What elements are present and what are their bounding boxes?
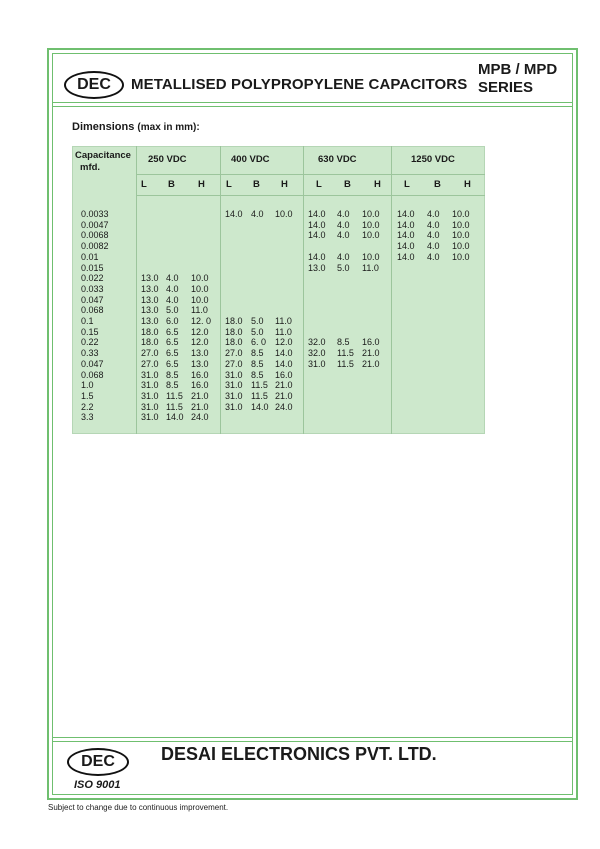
v1250-cell: 10.0 (452, 251, 470, 262)
v1250-cell: 14.0 (397, 230, 415, 241)
v630-cell: 4.0 (337, 230, 350, 241)
group-header-250: 250 VDC (148, 154, 187, 165)
capacitance-value: 0.068 (81, 369, 104, 380)
v630-cell: 11.5 (337, 348, 354, 359)
v400-cell: 5.0 (251, 316, 264, 326)
v400-cell: 14.0 (225, 209, 243, 219)
v400-cell: 12.0 (275, 337, 293, 348)
v400-cell: 31.0 (225, 401, 243, 412)
v250-cell: 6.5 (166, 337, 179, 348)
v400-cell: 14.0 (275, 348, 293, 359)
v400-cell: 11.5 (251, 380, 268, 391)
v630-cell: 32.0 (308, 348, 326, 359)
v1250-cell: 4.0 (427, 230, 440, 241)
v630-cell: 21.0 (362, 348, 380, 359)
v400-cell: 5.0 (251, 326, 264, 337)
v250-cell: 24.0 (191, 412, 209, 423)
v400-cell: 27.0 (225, 358, 243, 369)
company-name: DESAI ELECTRONICS PVT. LTD. (161, 744, 437, 764)
v400-cell: 18.0 (225, 316, 243, 326)
v250-cell: 6.5 (166, 358, 179, 369)
iso-label: ISO 9001 (74, 779, 121, 791)
dec-logo: DEC (64, 71, 124, 99)
v250-cell: 11.5 (166, 401, 183, 412)
v400-cell: 4.0 (251, 209, 264, 219)
row-divider (136, 174, 485, 175)
capacitance-value: 0.0082 (81, 241, 109, 252)
sub-header-h: H (374, 179, 381, 190)
sub-header-h: H (464, 179, 471, 190)
v400-cell: 27.0 (225, 348, 243, 359)
sub-header-b: B (344, 179, 351, 190)
v630-cell: 14.0 (308, 219, 326, 230)
v1250-cell: 4.0 (427, 209, 440, 219)
v1250-cell: 10.0 (452, 219, 470, 230)
v250-cell: 31.0 (141, 380, 159, 391)
v250-cell: 10.0 (191, 294, 209, 305)
v400-cell: 8.5 (251, 369, 264, 380)
v250-cell: 12.0 (191, 337, 209, 348)
v1250-cell: 14.0 (397, 209, 415, 219)
v250-cell: 13.0 (191, 358, 209, 369)
v400-cell: 21.0 (275, 380, 293, 391)
v250-cell: 13.0 (141, 283, 159, 294)
v250-cell: 13.0 (141, 294, 159, 305)
capacitance-value: 0.015 (81, 262, 104, 273)
v250-cell: 18.0 (141, 337, 159, 348)
v250-cell: 4.0 (166, 294, 179, 305)
v250-cell: 6.0 (166, 316, 179, 326)
v630-cell: 10.0 (362, 209, 380, 219)
v630-cell: 8.5 (337, 337, 350, 348)
v400-cell: 10.0 (275, 209, 293, 219)
v630-cell: 10.0 (362, 219, 380, 230)
sub-header-l: L (141, 179, 147, 190)
v250-cell: 12. 0 (191, 316, 212, 326)
v630-cell: 10.0 (362, 251, 380, 262)
v250-cell: 8.5 (166, 369, 179, 380)
v250-cell: 27.0 (141, 358, 159, 369)
col-divider (136, 146, 137, 434)
row-divider (136, 195, 485, 196)
series-line-1: MPB / MPD (478, 61, 558, 78)
v250-cell: 21.0 (191, 390, 209, 401)
mfd-header: mfd. (80, 162, 101, 173)
v630-cell: 32.0 (308, 337, 326, 348)
v250-cell: 21.0 (191, 401, 209, 412)
capacitance-value: 0.0068 (81, 230, 109, 241)
v1250-cell: 10.0 (452, 230, 470, 241)
v400-cell: 14.0 (275, 358, 293, 369)
capacitance-value: 1.0 (81, 380, 94, 391)
v250-cell: 5.0 (166, 305, 179, 316)
v630-cell: 14.0 (308, 209, 326, 219)
sub-header-l: L (316, 179, 322, 190)
group-header-630: 630 VDC (318, 154, 357, 165)
v400-cell: 24.0 (275, 401, 293, 412)
v630-cell: 10.0 (362, 230, 380, 241)
capacitance-value: 0.022 (81, 273, 104, 284)
v250-cell: 11.0 (191, 305, 208, 316)
v400-cell: 16.0 (275, 369, 293, 380)
capacitance-value: 0.033 (81, 283, 104, 294)
v1250-cell: 14.0 (397, 251, 415, 262)
v630-cell: 14.0 (308, 230, 326, 241)
sub-header-b: B (253, 179, 260, 190)
sub-header-h: H (198, 179, 205, 190)
page-title: METALLISED POLYPROPYLENE CAPACITORS (131, 76, 468, 93)
sub-header-b: B (168, 179, 175, 190)
group-header-1250: 1250 VDC (411, 154, 455, 165)
v250-cell: 14.0 (166, 412, 184, 423)
v250-cell: 6.5 (166, 326, 179, 337)
footer-divider-2 (52, 741, 573, 742)
v250-cell: 31.0 (141, 369, 159, 380)
v400-cell: 11.0 (275, 316, 292, 326)
series-label (478, 61, 557, 97)
capacitance-header: Capacitance (75, 150, 131, 161)
v630-cell: 4.0 (337, 251, 350, 262)
v250-cell: 12.0 (191, 326, 209, 337)
v400-cell: 14.0 (251, 401, 269, 412)
v630-cell: 11.5 (337, 358, 354, 369)
dimensions-unit: (max in mm): (137, 122, 200, 133)
v1250-cell: 14.0 (397, 219, 415, 230)
v250-cell: 8.5 (166, 380, 179, 391)
v1250-cell: 14.0 (397, 241, 415, 252)
v630-cell: 5.0 (337, 262, 350, 273)
v250-cell: 16.0 (191, 369, 209, 380)
footer-divider (52, 737, 573, 738)
capacitance-value: 1.5 (81, 390, 94, 401)
capacitance-value: 0.15 (81, 326, 99, 337)
v400-cell: 31.0 (225, 369, 243, 380)
sub-header-h: H (281, 179, 288, 190)
v250-cell: 16.0 (191, 380, 209, 391)
v250-cell: 10.0 (191, 283, 209, 294)
capacitance-value: 0.068 (81, 305, 104, 316)
capacitance-value: 3.3 (81, 412, 94, 423)
header-divider-2 (52, 106, 573, 107)
dimensions-title: Dimensions (72, 121, 135, 133)
col-divider (391, 146, 392, 434)
capacitance-value: 0.0047 (81, 219, 109, 230)
v400-cell: 31.0 (225, 390, 243, 401)
v400-cell: 8.5 (251, 348, 264, 359)
v630-cell: 11.0 (362, 262, 379, 273)
col-divider (220, 146, 221, 434)
capacitance-value: 0.01 (81, 251, 99, 262)
capacitance-value: 0.22 (81, 337, 99, 348)
v630-cell: 21.0 (362, 358, 380, 369)
sub-header-l: L (404, 179, 410, 190)
capacitance-value: 0.047 (81, 358, 104, 369)
v250-cell: 4.0 (166, 283, 179, 294)
v250-cell: 10.0 (191, 273, 209, 284)
v250-cell: 6.5 (166, 348, 179, 359)
v400-cell: 6. 0 (251, 337, 267, 348)
v250-cell: 13.0 (141, 305, 159, 316)
v630-cell: 16.0 (362, 337, 380, 348)
v630-cell: 13.0 (308, 262, 326, 273)
dimensions-label (72, 121, 200, 133)
v630-cell: 4.0 (337, 209, 350, 219)
v1250-cell: 4.0 (427, 241, 440, 252)
v250-cell: 31.0 (141, 390, 159, 401)
v400-cell: 21.0 (275, 390, 293, 401)
v1250-cell: 4.0 (427, 251, 440, 262)
capacitance-value: 0.1 (81, 316, 94, 326)
v400-cell: 31.0 (225, 380, 243, 391)
col-divider (303, 146, 304, 434)
group-header-400: 400 VDC (231, 154, 270, 165)
capacitance-value: 0.0033 (81, 209, 109, 219)
v250-cell: 18.0 (141, 326, 159, 337)
v1250-cell: 4.0 (427, 219, 440, 230)
capacitance-value: 0.047 (81, 294, 104, 305)
v630-cell: 14.0 (308, 251, 326, 262)
v630-cell: 31.0 (308, 358, 326, 369)
disclaimer-note: Subject to change due to continuous improvement. (48, 803, 229, 812)
v1250-cell: 10.0 (452, 209, 470, 219)
v250-cell: 13.0 (141, 316, 159, 326)
capacitance-value: 2.2 (81, 401, 94, 412)
v250-cell: 13.0 (141, 273, 159, 284)
v400-cell: 11.0 (275, 326, 292, 337)
v250-cell: 27.0 (141, 348, 159, 359)
sub-header-l: L (226, 179, 232, 190)
v400-cell: 11.5 (251, 390, 268, 401)
header-divider (52, 102, 573, 103)
v630-cell: 4.0 (337, 219, 350, 230)
v1250-cell: 10.0 (452, 241, 470, 252)
capacitance-value: 0.33 (81, 348, 99, 359)
v250-cell: 11.5 (166, 390, 183, 401)
v250-cell: 13.0 (191, 348, 209, 359)
series-line-2: SERIES (478, 79, 534, 96)
sub-header-b: B (434, 179, 441, 190)
dec-logo-footer: DEC (67, 748, 129, 776)
v250-cell: 4.0 (166, 273, 179, 284)
v400-cell: 18.0 (225, 326, 243, 337)
v250-cell: 31.0 (141, 412, 159, 423)
v400-cell: 8.5 (251, 358, 264, 369)
v250-cell: 31.0 (141, 401, 159, 412)
v400-cell: 18.0 (225, 337, 243, 348)
